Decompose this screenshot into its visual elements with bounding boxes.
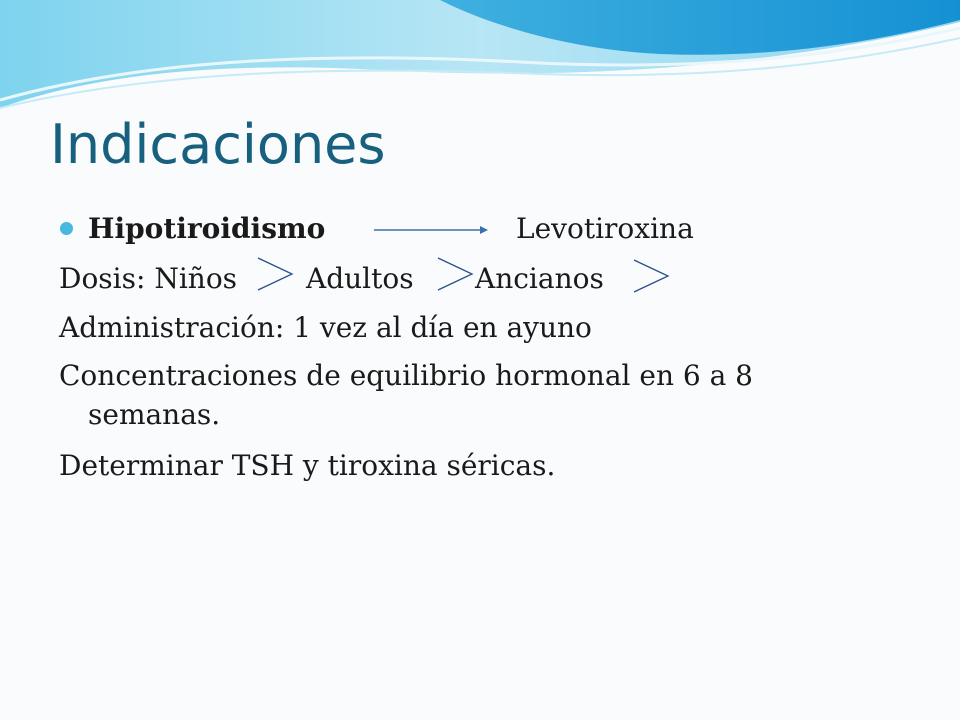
determination-text: Determinar TSH y tiroxina séricas. — [59, 449, 556, 482]
administration-text: Administración: 1 vez al día en ayuno — [59, 311, 592, 344]
dosis-adults: Adultos — [306, 262, 414, 295]
slide-title: Indicaciones — [50, 113, 386, 176]
bullet-dot — [60, 222, 73, 235]
right-arrow-icon — [370, 223, 492, 237]
greater-than-icon — [434, 254, 478, 294]
header-wave-decoration — [0, 0, 960, 120]
dosis-elderly: Ancianos — [475, 262, 604, 295]
greater-than-icon — [254, 254, 298, 294]
greater-than-icon — [630, 256, 674, 296]
concentration-text-line2: semanas. — [88, 398, 221, 431]
drug-text: Levotiroxina — [516, 212, 694, 245]
concentration-text-line1: Concentraciones de equilibrio hormonal en 6 a 8 — [59, 359, 753, 392]
dosis-label: Dosis: Niños — [59, 262, 238, 295]
condition-text: Hipotiroidismo — [88, 212, 326, 245]
